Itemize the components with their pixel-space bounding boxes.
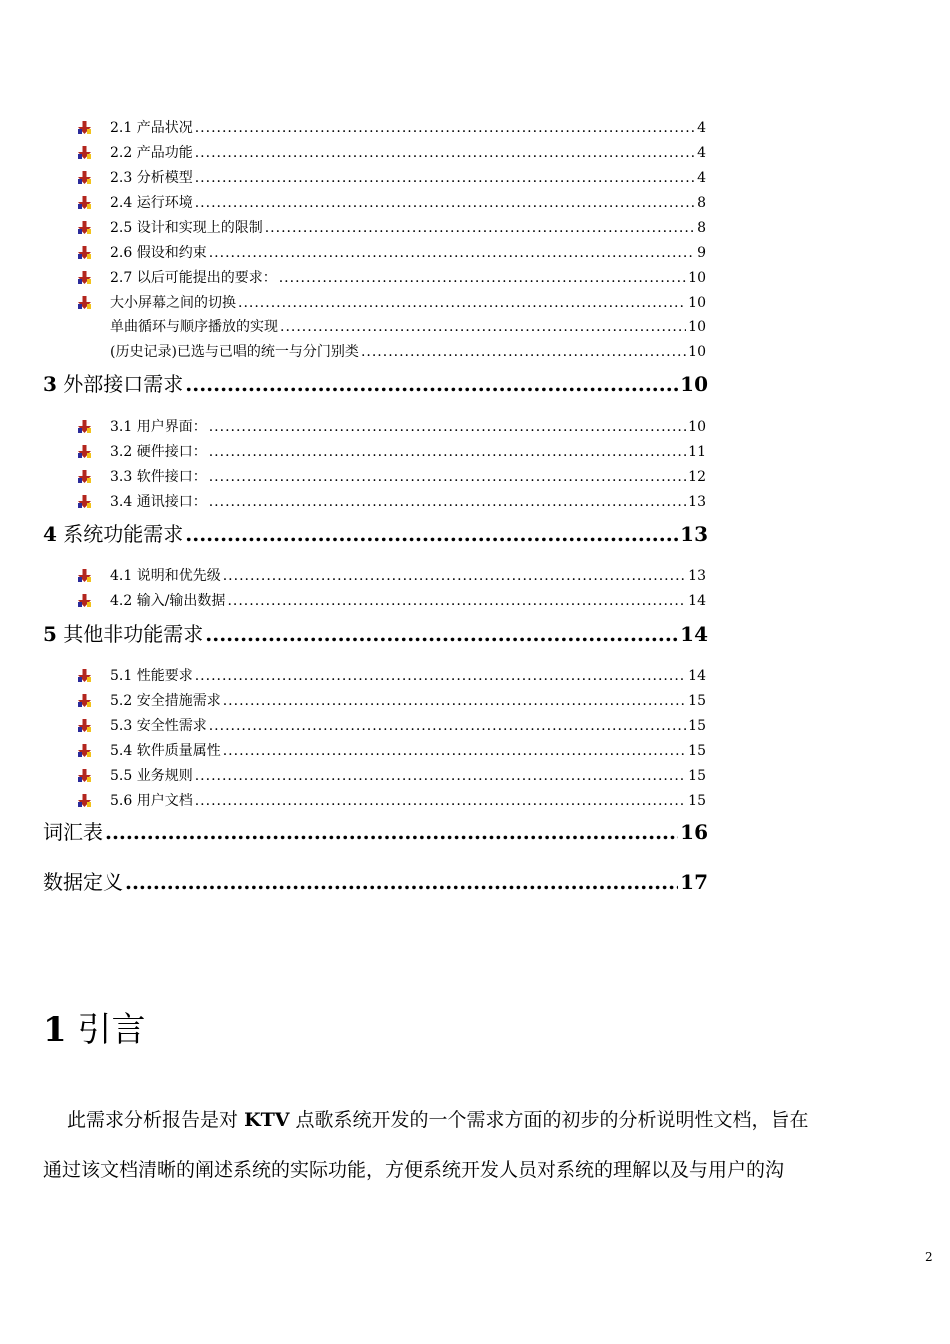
toc-page-number: 14 (680, 622, 708, 646)
bookmark-arrow-icon (78, 445, 91, 458)
toc-leader-dots (195, 193, 695, 213)
toc-entry-label (110, 591, 225, 611)
toc-leader-dots (209, 417, 686, 437)
toc-entry-label (43, 868, 123, 896)
toc-entry-label (110, 243, 207, 263)
toc-page-number: 10 (688, 295, 706, 311)
toc-page-number: 15 (688, 693, 706, 709)
toc-leader-dots (265, 218, 695, 238)
toc-entry-number: 5.4 (110, 743, 133, 759)
toc-entry[interactable] (110, 118, 706, 138)
bookmark-arrow-icon (78, 420, 91, 433)
toc-entry-title: 运行环境 (136, 195, 193, 211)
toc-entry[interactable] (110, 143, 706, 163)
bookmark-arrow-icon (78, 569, 91, 582)
bookmark-arrow-icon (78, 246, 91, 259)
toc-leader-dots (195, 666, 686, 686)
bookmark-arrow-icon (78, 495, 91, 508)
toc-entry-title: 产品状况 (136, 120, 193, 136)
toc-entry-title: 词汇表 (43, 820, 103, 844)
toc-entry-title: 单曲循环与顺序播放的实现 (110, 319, 278, 335)
toc-entry-label (110, 317, 278, 337)
toc-entry-label (110, 168, 193, 188)
toc-leader-dots (209, 467, 686, 487)
toc-entry[interactable] (110, 293, 706, 313)
toc-entry-label (110, 791, 193, 811)
toc-entry-label (110, 566, 221, 586)
toc-entry-label (110, 143, 193, 163)
toc-entry-number: 5.1 (110, 668, 133, 684)
toc-entry-label (110, 492, 207, 512)
toc-leader-dots (185, 370, 678, 398)
toc-entry-label (110, 417, 207, 437)
toc-entry-title: 软件质量属性 (136, 743, 221, 759)
toc-entry-label (110, 342, 359, 362)
toc-leader-dots (280, 317, 686, 337)
toc-entry-number: 2.3 (110, 170, 133, 186)
toc-entry-label (110, 268, 277, 288)
toc-leader-dots (105, 818, 678, 846)
toc-entry-label (110, 716, 207, 736)
toc-entry-title: 安全措施需求 (136, 693, 221, 709)
toc-leader-dots (185, 520, 678, 548)
toc-entry-number: 5.3 (110, 718, 133, 734)
bookmark-arrow-icon (78, 694, 91, 707)
toc-page-number: 11 (688, 444, 706, 460)
toc-entry-label (110, 193, 193, 213)
toc-entry[interactable] (110, 741, 706, 761)
toc-entry-number: 3.1 (110, 419, 133, 435)
toc-entry[interactable] (110, 566, 706, 586)
toc-leader-dots (361, 342, 686, 362)
toc-entry-label (43, 818, 103, 846)
toc-entry[interactable] (110, 691, 706, 711)
toc-page-number: 15 (688, 718, 706, 734)
toc-chapter-entry[interactable] (43, 520, 708, 548)
toc-entry-number: 2.7 (110, 270, 133, 286)
toc-entry-title: 以后可能提出的要求： (136, 270, 277, 286)
toc-entry-label (110, 691, 221, 711)
toc-entry-label (110, 218, 263, 238)
bookmark-arrow-icon (78, 146, 91, 159)
toc-page-number: 4 (697, 170, 706, 186)
toc-entry[interactable] (110, 168, 706, 188)
section-title: 引言 (77, 1010, 146, 1050)
toc-page-number: 14 (688, 593, 706, 609)
toc-entry-title: 业务规则 (136, 768, 193, 784)
toc-leader-dots (227, 591, 686, 611)
toc-entry-number: 2.2 (110, 145, 133, 161)
section-heading (43, 1005, 145, 1055)
toc-entry-number: 2.5 (110, 220, 133, 236)
toc-entry-number: 2.4 (110, 195, 133, 211)
bookmark-arrow-icon (78, 744, 91, 757)
bookmark-arrow-icon (78, 594, 91, 607)
toc-entry-title: 假设和约束 (136, 245, 207, 261)
toc-entry[interactable] (110, 342, 706, 362)
toc-entry-title: 硬件接口： (136, 444, 207, 460)
bookmark-arrow-icon (78, 221, 91, 234)
toc-entry-label (110, 467, 207, 487)
toc-page-number: 8 (697, 220, 706, 236)
toc-entry-title: 用户文档 (136, 793, 193, 809)
toc-entry[interactable] (110, 791, 706, 811)
toc-page-number: 14 (688, 668, 706, 684)
toc-leader-dots (223, 741, 686, 761)
toc-entry[interactable] (110, 766, 706, 786)
toc-leader-dots (195, 791, 686, 811)
toc-chapter-entry[interactable] (43, 370, 708, 398)
toc-entry-number: 5.5 (110, 768, 133, 784)
toc-entry-number: 3.3 (110, 469, 133, 485)
toc-entry-label (43, 370, 183, 398)
toc-entry-label (110, 118, 193, 138)
toc-entry[interactable] (110, 317, 706, 337)
toc-page-number: 15 (688, 743, 706, 759)
toc-leader-dots (125, 868, 678, 896)
toc-entry-label (43, 620, 203, 648)
toc-entry[interactable] (110, 666, 706, 686)
toc-entry-number: 3 (43, 372, 57, 396)
toc-entry[interactable] (110, 467, 706, 487)
bookmark-arrow-icon (78, 196, 91, 209)
toc-entry-number: 5 (43, 622, 57, 646)
toc-page-number: 10 (688, 344, 706, 360)
toc-leader-dots (205, 620, 678, 648)
toc-entry-label (110, 442, 207, 462)
bookmark-arrow-icon (78, 669, 91, 682)
toc-page-number: 16 (680, 820, 708, 844)
toc-page-number: 13 (688, 494, 706, 510)
toc-entry[interactable] (110, 193, 706, 213)
toc-chapter-entry[interactable] (43, 620, 708, 648)
toc-entry-label (43, 520, 183, 548)
ktv-term: KTV (244, 1109, 290, 1131)
toc-entry[interactable] (110, 442, 706, 462)
toc-entry-title: 安全性需求 (136, 718, 207, 734)
bookmark-arrow-icon (78, 470, 91, 483)
toc-page-number: 10 (688, 419, 706, 435)
page-number: 2 (925, 1250, 933, 1264)
toc-entry-title: 软件接口： (136, 469, 207, 485)
toc-entry-title: 设计和实现上的限制 (136, 220, 263, 236)
toc-leader-dots (195, 143, 695, 163)
bookmark-arrow-icon (78, 719, 91, 732)
bookmark-arrow-icon (78, 769, 91, 782)
toc-entry-title: 用户界面： (136, 419, 207, 435)
toc-entry-number: 5.2 (110, 693, 133, 709)
toc-entry-title: 分析模型 (136, 170, 193, 186)
toc-page-number: 8 (697, 195, 706, 211)
toc-entry-label (110, 666, 193, 686)
toc-page-number: 10 (680, 372, 708, 396)
toc-page-number: 15 (688, 793, 706, 809)
bookmark-arrow-icon (78, 121, 91, 134)
bookmark-arrow-icon (78, 171, 91, 184)
toc-entry-number: 3.4 (110, 494, 133, 510)
toc-page-number: 15 (688, 768, 706, 784)
toc-entry-number: 4.2 (110, 593, 133, 609)
toc-entry-label (110, 766, 193, 786)
toc-entry-number: 3.2 (110, 444, 133, 460)
toc-leader-dots (209, 716, 686, 736)
toc-entry-number: 2.6 (110, 245, 133, 261)
toc-leader-dots (223, 566, 686, 586)
toc-leader-dots (238, 293, 686, 313)
intro-paragraph-line-1: 此需求分析报告是对 KTV 点歌系统开发的一个需求方面的初步的分析说明性文档，旨在 (67, 1109, 809, 1131)
toc-entry-title: 产品功能 (136, 145, 193, 161)
toc-entry-number: 4.1 (110, 568, 133, 584)
toc-entry-number: 4 (43, 522, 57, 546)
toc-leader-dots (209, 492, 686, 512)
toc-entry-number: 5.6 (110, 793, 133, 809)
toc-entry[interactable] (110, 417, 706, 437)
toc-page-number: 10 (688, 270, 706, 286)
toc-entry-title: 大小屏幕之间的切换 (110, 295, 236, 311)
toc-entry-title: 性能要求 (136, 668, 193, 684)
bookmark-arrow-icon (78, 296, 91, 309)
toc-entry-label (110, 293, 236, 313)
toc-entry[interactable] (110, 218, 706, 238)
toc-leader-dots (209, 243, 695, 263)
bookmark-arrow-icon (78, 271, 91, 284)
toc-leader-dots (195, 168, 695, 188)
toc-entry[interactable] (110, 268, 706, 288)
toc-page-number: 9 (697, 245, 706, 261)
toc-entry-title: 说明和优先级 (136, 568, 221, 584)
bookmark-arrow-icon (78, 794, 91, 807)
toc-page-number: 13 (680, 522, 708, 546)
toc-chapter-entry[interactable] (43, 818, 708, 846)
toc-leader-dots (195, 766, 686, 786)
toc-entry-title: 系统功能需求 (63, 522, 184, 546)
toc-entry-label (110, 741, 221, 761)
toc-leader-dots (195, 118, 695, 138)
toc-chapter-entry[interactable] (43, 868, 708, 896)
intro-paragraph-line-2: 通过该文档清晰的阐述系统的实际功能，方便系统开发人员对系统的理解以及与用户的沟 (43, 1159, 785, 1181)
toc-leader-dots (279, 268, 686, 288)
toc-entry[interactable] (110, 716, 706, 736)
toc-leader-dots (209, 442, 686, 462)
toc-entry[interactable] (110, 243, 706, 263)
toc-page-number: 10 (688, 319, 706, 335)
toc-entry-title: 数据定义 (43, 870, 123, 894)
toc-page-number: 4 (697, 145, 706, 161)
toc-page-number: 13 (688, 568, 706, 584)
toc-page-number: 12 (688, 469, 706, 485)
toc-entry-title: 外部接口需求 (63, 372, 184, 396)
toc-entry-title: (历史记录)已选与已唱的统一与分门别类 (110, 344, 359, 360)
toc-entry-title: 通讯接口： (136, 494, 207, 510)
toc-entry[interactable] (110, 492, 706, 512)
toc-entry-number: 2.1 (110, 120, 133, 136)
toc-page-number: 17 (680, 870, 708, 894)
toc-page-number: 4 (697, 120, 706, 136)
section-number: 1 (43, 1010, 67, 1050)
toc-entry-title: 其他非功能需求 (63, 622, 204, 646)
toc-leader-dots (223, 691, 686, 711)
toc-entry-title: 输入/输出数据 (136, 593, 226, 609)
toc-entry[interactable] (110, 591, 706, 611)
